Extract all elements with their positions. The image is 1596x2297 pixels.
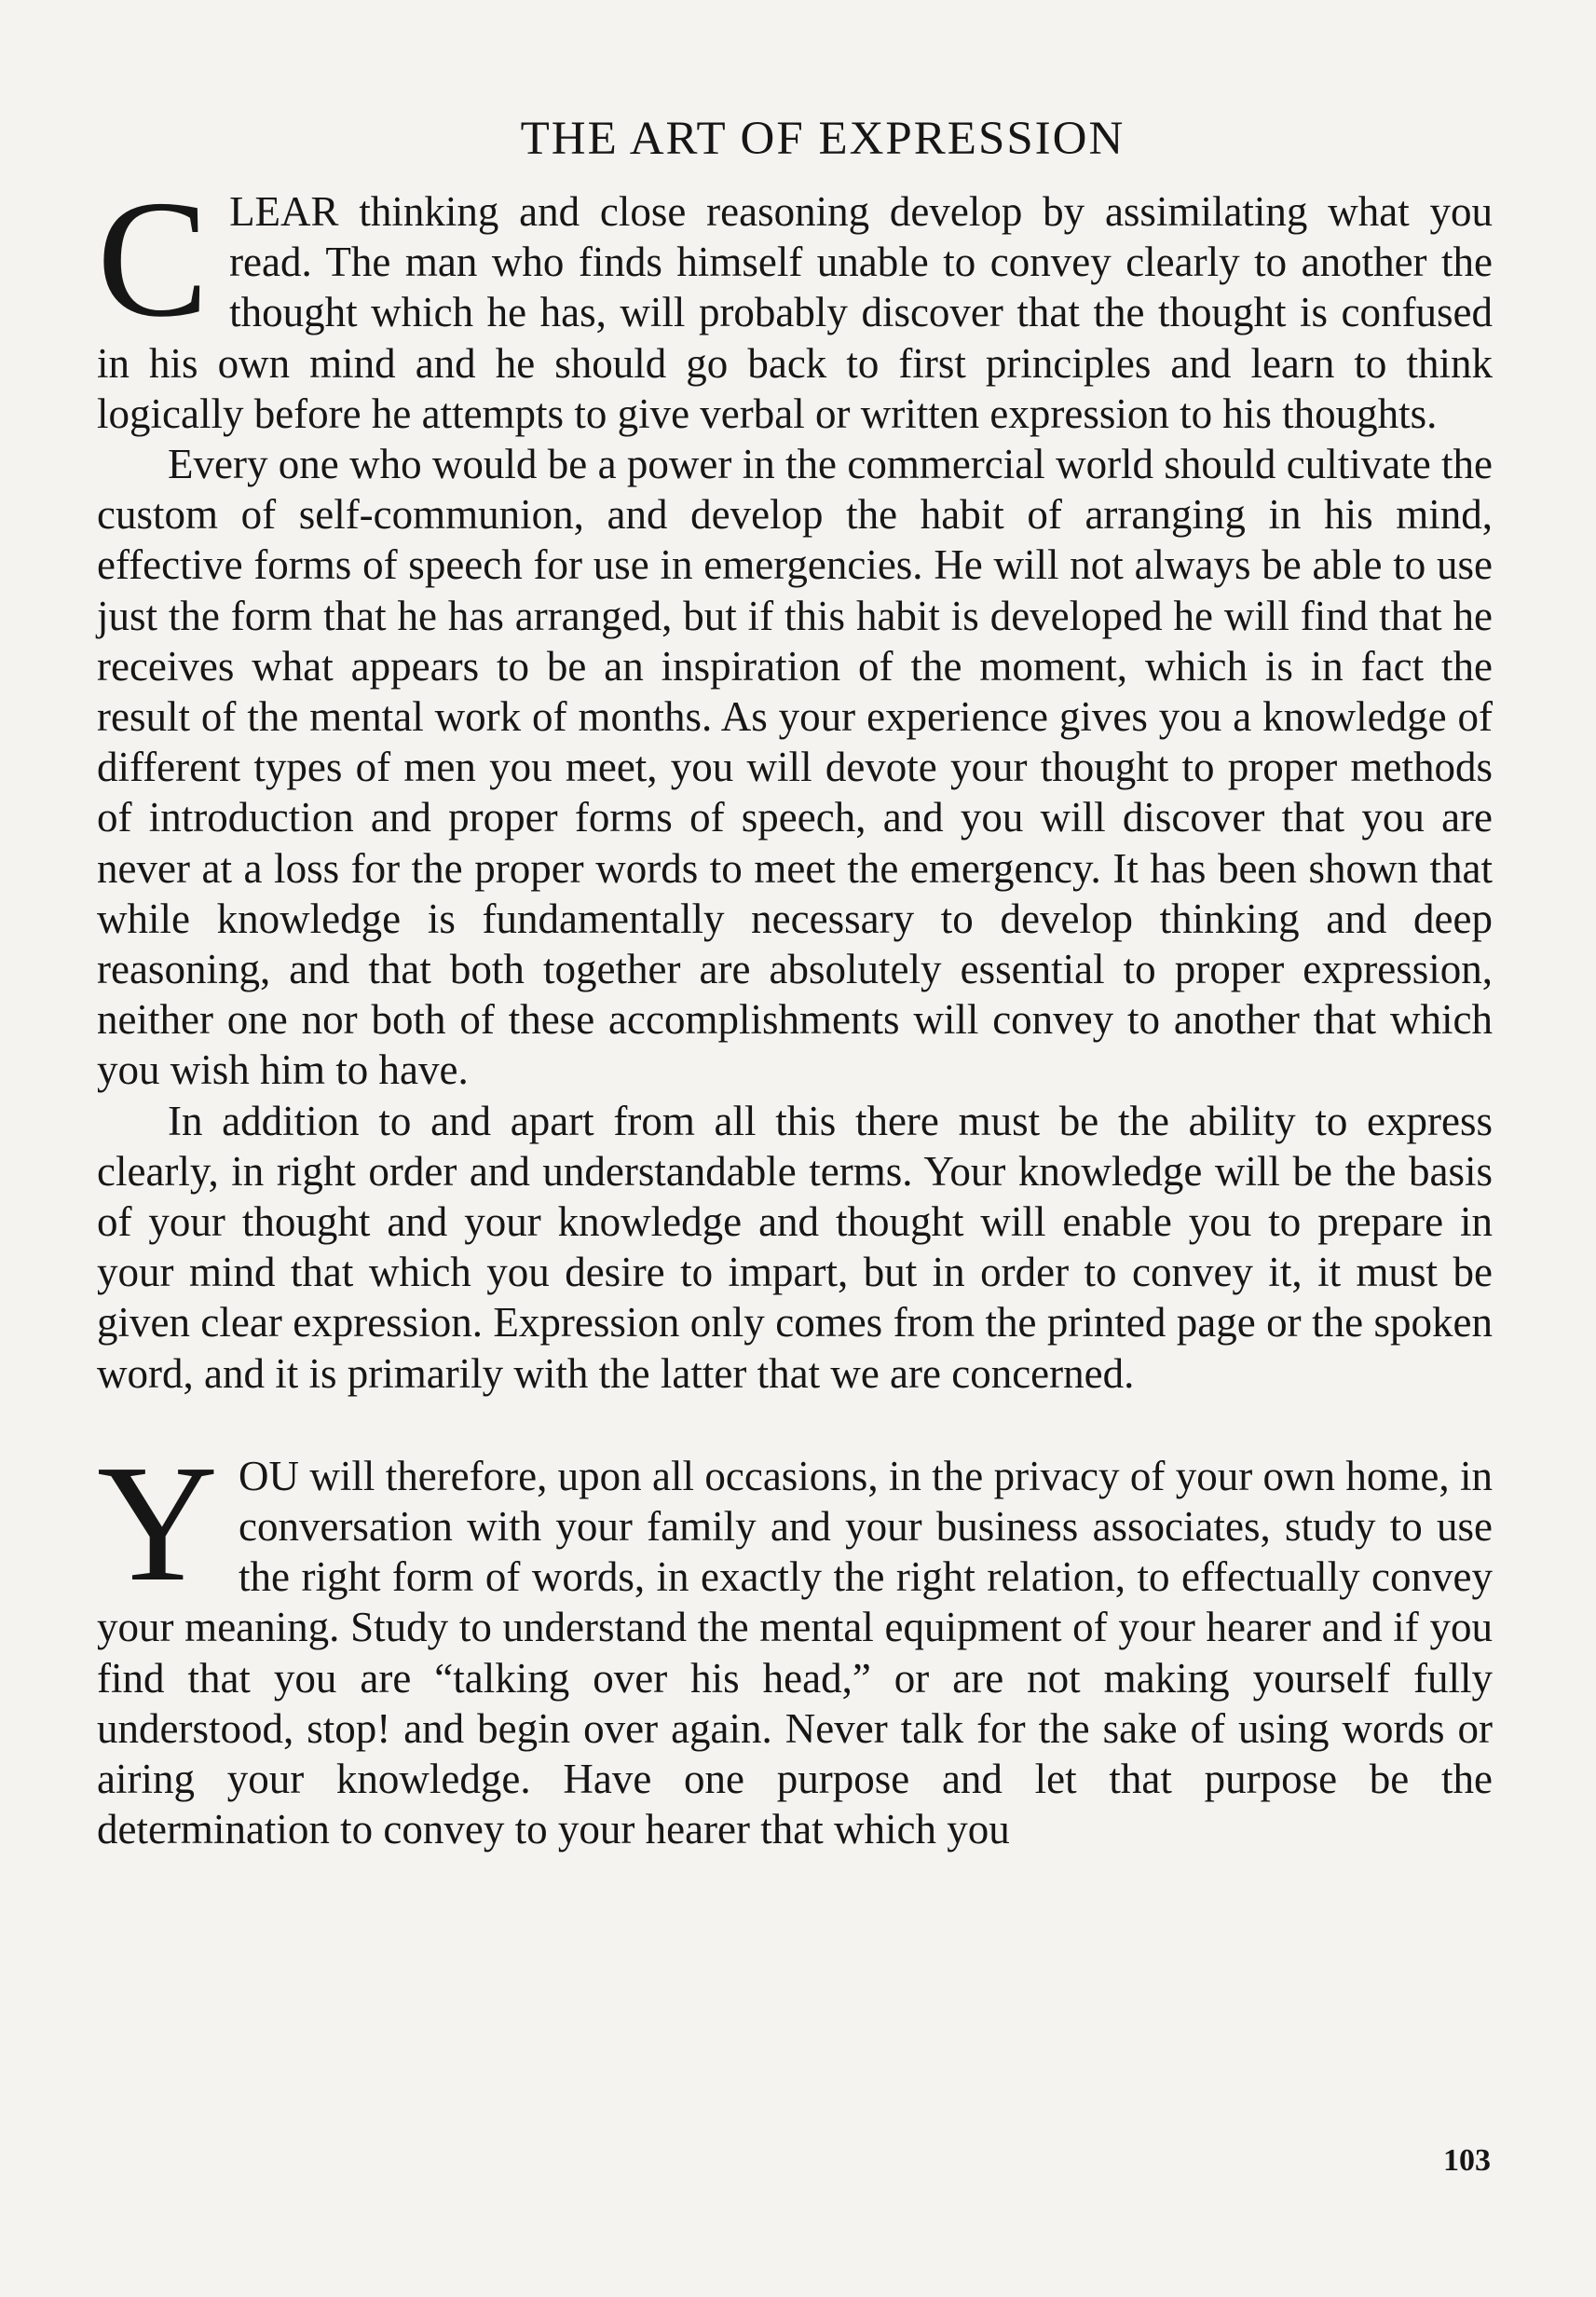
- page-number: 103: [1443, 2143, 1491, 2178]
- section2-opening-paragraph: [97, 1429, 1493, 1855]
- drop-cap-c: C: [97, 166, 210, 351]
- running-head: THE ART OF EXPRESSION: [520, 113, 1125, 165]
- section-break: [97, 1399, 1493, 1451]
- section1-para1-text: LEAR thinking and close reasoning develop by assimilating what you read. The man who finds himself unable to convey clearly to another the thought which he has, will probably discover that the thought is confused in his own mind and he should go back to first principles and learn to think logically before he attempts to give verbal or written expression to his thoughts.: [97, 188, 1493, 437]
- section2-para1-text: OU will therefore, upon all occasions, in the privacy of your own home, in conversation with your family and your business associates, study to use the right form of words, in exactly the right relation, to effectually convey your meaning. Study to understand the mental equipment of your hearer and if you find that you are “talking over his head,” or are not making yourself fully understood, stop! and begin over again. Never talk for the sake of using words or airing your knowledge. Have one purpose and let that purpose be the determination to convey to your hearer that which you: [97, 1452, 1493, 1853]
- section1-opening-paragraph: [97, 166, 1493, 439]
- section1-paragraph-3: In addition to and apart from all this there must be the ability to express clearly, in right order and understandable terms. Your knowledge will be the basis of your thought and your knowledge and thought will enable you to prepare in your mind that which you desire to impart, but in order to convey it, it must be given clear expression. Expression only comes from the printed page or the spoken word, and it is primarily with the latter that we are concerned.: [97, 1097, 1493, 1397]
- page-body: [97, 112, 1493, 1855]
- section1-paragraph-2: Every one who would be a power in the commercial world should cultivate the custom of self-communion, and develop the habit of arranging in his mind, effective forms of speech for use in emergencies. He will not always be able to use just the form that he has arranged, but if this habit is developed he will find that he receives what appears to be an inspiration of the moment, which is in fact the result of the mental work of months. As your experience gives you a knowledge of different types of men you meet, you will devote your thought to proper methods of introduction and proper forms of speech, and you will discover that you are never at a loss for the proper words to meet the emergency. It has been shown that while knowledge is fundamentally necessary to develop thinking and deep reasoning, and that both together are absolutely essential to proper expression, neither one nor both of these accomplishments will convey to another that which you wish him to have.: [97, 441, 1493, 1094]
- drop-cap-y: Y: [97, 1429, 218, 1616]
